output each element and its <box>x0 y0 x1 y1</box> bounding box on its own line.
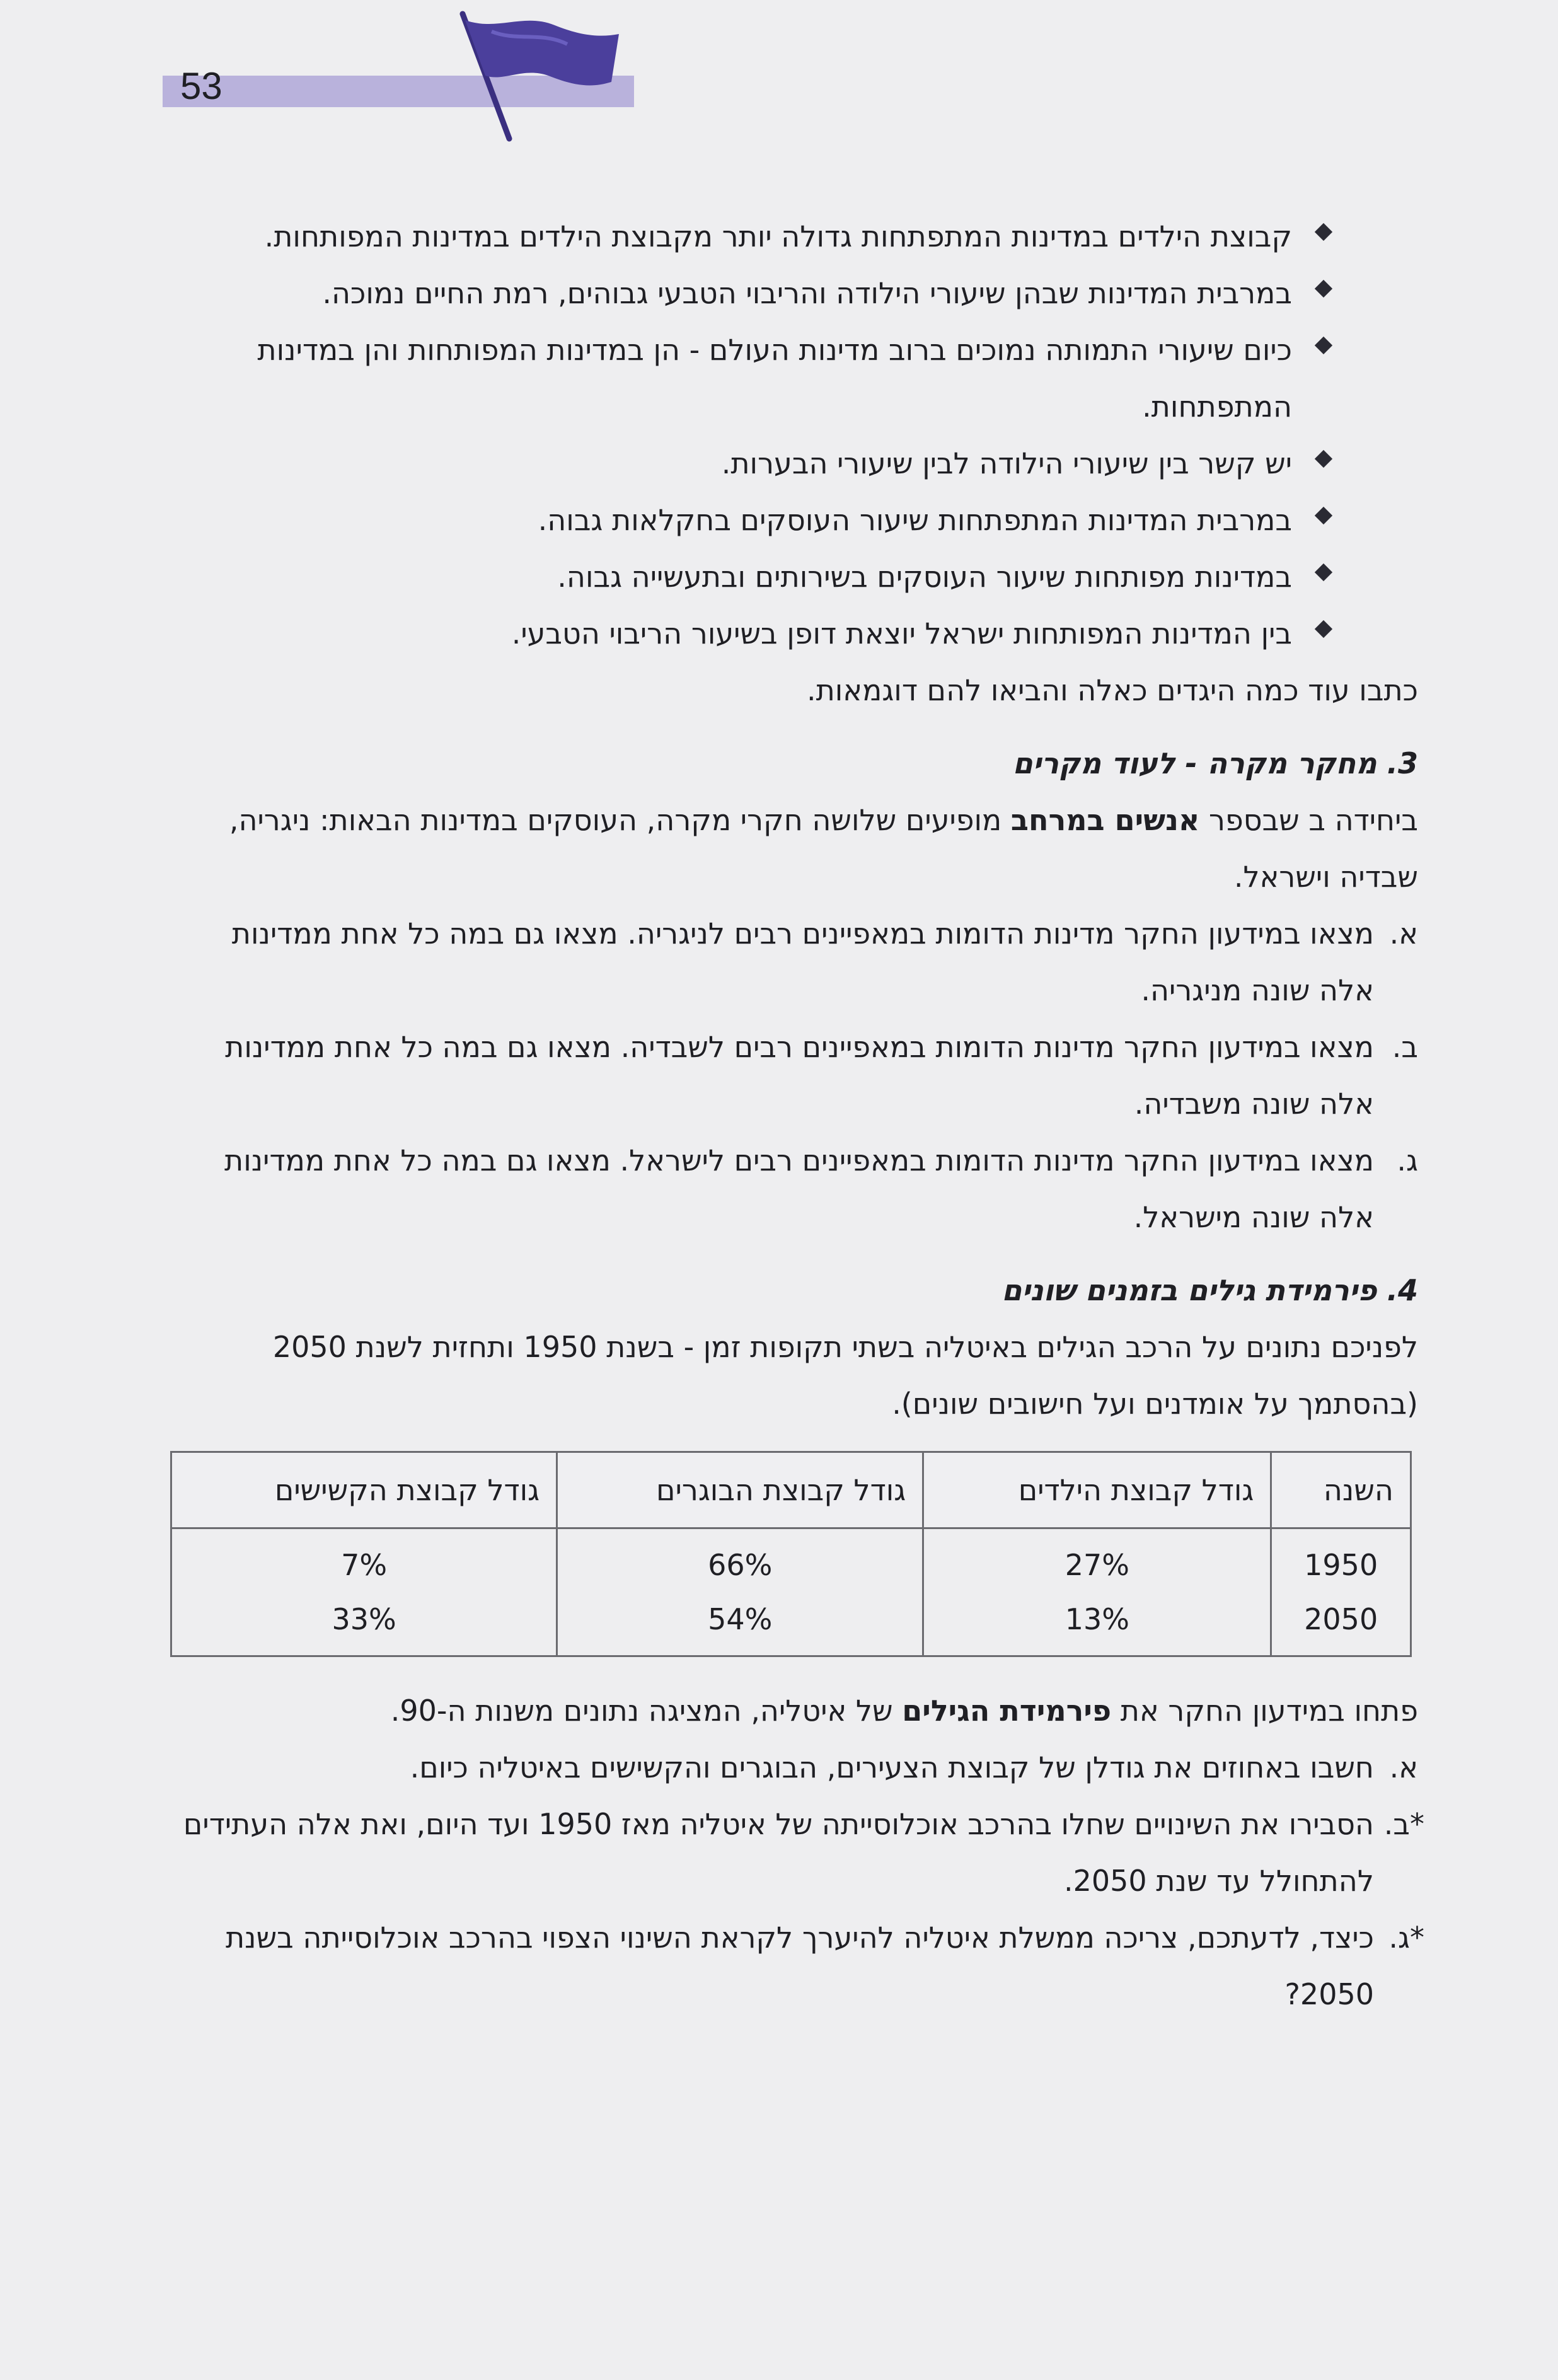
list-item: במרבית המדינות שבהן שיעורי הילודה והריבוי הטבעי גבוהים, רמת החיים נמוכה. <box>183 265 1330 321</box>
list-item: במדינות מפותחות שיעור העוסקים בשירותים ובתעשייה גבוה. <box>183 548 1330 605</box>
section-3-title: 3. מחקר מקרה - לעוד מקרים <box>1012 746 1418 780</box>
age-pyramid-term: פירמידת הגילים <box>902 1694 1112 1728</box>
book-title: אנשים במרחב <box>1010 803 1200 837</box>
list-item: קבוצת הילדים במדינות המתפתחות גדולה יותר מקבוצת הילדים במדינות המפותחות. <box>183 208 1330 265</box>
page-content <box>183 208 1424 2023</box>
diamond-bullet-icon <box>1315 337 1332 354</box>
table-header-row <box>171 1452 1411 1528</box>
age-composition-table <box>170 1451 1412 1657</box>
page-number: 53 <box>180 65 222 107</box>
statement-list <box>183 208 1330 662</box>
flag-icon <box>454 6 624 145</box>
diamond-bullet-icon <box>1315 507 1332 524</box>
section-4-after-table: פתחו במידעון החקר את פירמידת הגילים של איטליה, המציגה נתונים משנות ה-90. <box>390 1694 1418 1728</box>
list-item: כיום שיעורי התמותה נמוכים ברוב מדינות העולם - הן במדינות המפותחות והן במדינות המתפתחות. <box>183 321 1330 435</box>
diamond-bullet-icon <box>1315 563 1332 581</box>
question-c: ג. מצאו במידעון החקר מדינות הדומות במאפיינים רבים לישראל. מצאו גם במה כל אחת ממדינות אלה שונה מישראל. <box>224 1143 1418 1234</box>
column-header-children: גודל קבוצת הילדים <box>923 1452 1271 1528</box>
diamond-bullet-icon <box>1315 450 1332 468</box>
diamond-bullet-icon <box>1315 620 1332 638</box>
list-item: יש קשר בין שיעורי הילודה לבין שיעורי הבערות. <box>183 435 1330 492</box>
list-item: במרבית המדינות המתפתחות שיעור העוסקים בחקלאות גבוה. <box>183 492 1330 548</box>
question-4a: א. חשבו באחוזים את גודלן של קבוצת הצעירים, הבוגרים והקשישים באיטליה כיום. <box>410 1750 1418 1784</box>
list-item: בין המדינות המפותחות ישראל יוצאת דופן בשיעור הריבוי הטבעי. <box>183 605 1330 662</box>
section-4-intro: לפניכם נתונים על הרכב הגילים באיטליה בשתי תקופות זמן - בשנת 1950 ותחזית לשנת 2050 (בהסתמך על אומדנים ועל חישובים שונים). <box>272 1330 1418 1421</box>
section-4-title: 4. פירמידת גילים בזמנים שונים <box>1001 1273 1418 1307</box>
column-header-year: השנה <box>1271 1452 1411 1528</box>
question-4c: *ג. כיצד, לדעתכם, צריכה ממשלת איטליה להיערך לקראת השינוי הצפוי בהרכב אוכלוסייתה בשנת 2050? <box>225 1921 1424 2011</box>
diamond-bullet-icon <box>1315 223 1332 241</box>
column-header-adults: גודל קבוצת הבוגרים <box>557 1452 923 1528</box>
column-header-elderly: גודל קבוצת הקשישים <box>171 1452 557 1528</box>
bullets-footer: כתבו עוד כמה היגדים כאלה והביאו להם דוגמאות. <box>806 673 1418 707</box>
table-row: 1950 2050 27% 13% 66% 54% 7% 33% <box>171 1528 1411 1656</box>
diamond-bullet-icon <box>1315 280 1332 298</box>
question-b: ב. מצאו במידעון החקר מדינות הדומות במאפיינים רבים לשבדיה. מצאו גם במה כל אחת ממדינות אלה שונה משבדיה. <box>225 1030 1418 1121</box>
section-3-intro: ביחידה ב שבספר אנשים במרחב מופיעים שלושה חקרי מקרה, העוסקים במדינות הבאות: ניגריה, שבדיה וישראל. <box>229 803 1418 894</box>
question-a: א. מצאו במידעון החקר מדינות הדומות במאפיינים רבים לניגריה. מצאו גם במה כל אחת ממדינות אלה שונה מניגריה. <box>231 916 1418 1007</box>
question-4b: *ב. הסבירו את השינויים שחלו בהרכב אוכלוסייתה של איטליה מאז 1950 ועד היום, ואת אלה העתידים להתחולל עד שנת 2050. <box>183 1807 1424 1898</box>
